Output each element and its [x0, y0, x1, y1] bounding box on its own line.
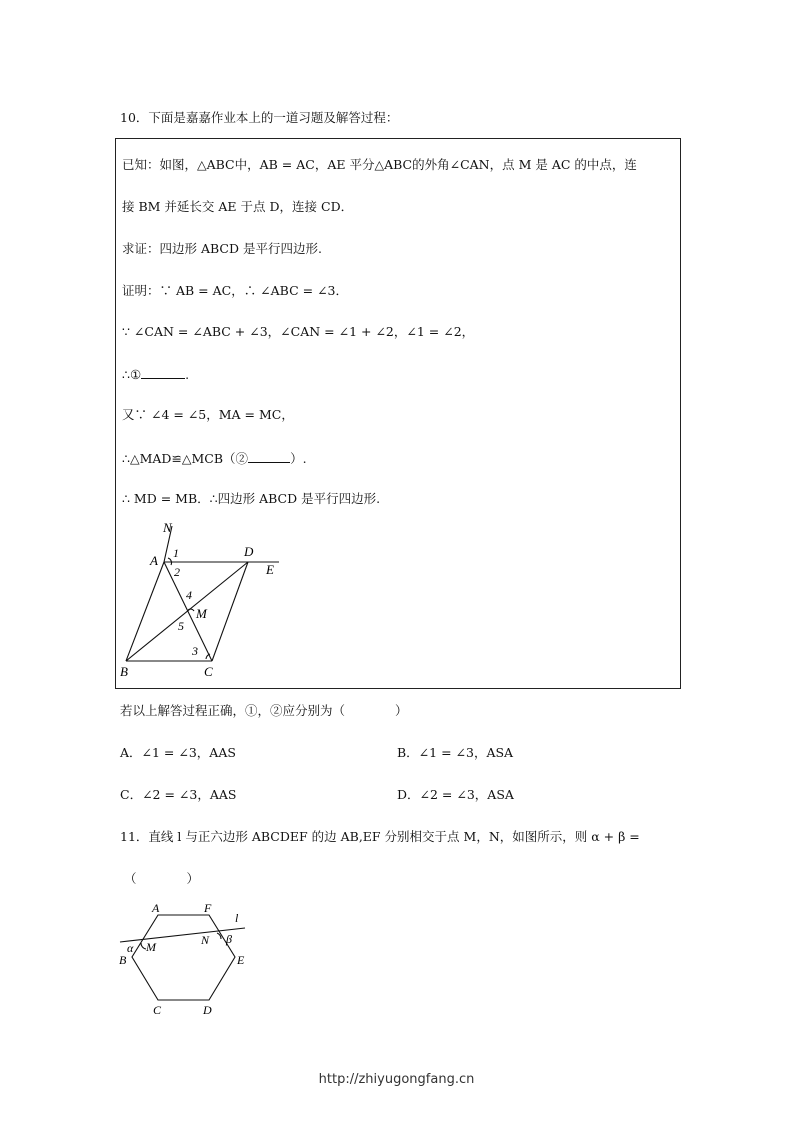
- label-4: 4: [186, 588, 192, 602]
- q11-answer-paren: （ ）: [124, 871, 200, 886]
- q10-proof-line5: [122, 450, 307, 467]
- label-M: M: [196, 606, 207, 621]
- hex-label-alpha: α: [127, 941, 134, 955]
- q10-prove: 求证：四边形 ABCD 是平行四边形.: [122, 241, 322, 256]
- label-2: 2: [174, 565, 180, 579]
- blank2-prefix: ∴△MAD≌△MCB（②: [122, 451, 249, 466]
- hex-label-beta: β: [226, 932, 232, 946]
- hex-label-l: l: [235, 911, 239, 925]
- label-3: 3: [192, 644, 198, 658]
- q10-proof-line2: ∵ ∠CAN = ∠ABC + ∠3，∠CAN = ∠1 + ∠2，∠1 = ∠2，: [122, 324, 475, 339]
- label-E: E: [266, 562, 274, 577]
- option-a[interactable]: A．∠1 = ∠3，AAS: [120, 745, 236, 760]
- hex-label-D: D: [203, 1003, 212, 1017]
- q10-proof-line3: [122, 366, 189, 383]
- footer-url: http://zhiyugongfang.cn: [318, 1072, 475, 1087]
- q10-parallelogram-figure: [116, 518, 296, 683]
- q11-title: 11．直线 l 与正六边形 ABCDEF 的边 AB,EF 分别相交于点 M，N，如图所示，则 α + β =: [120, 829, 640, 844]
- q10-given-line2: 接 BM 并延长交 AE 于点 D，连接 CD．: [122, 199, 354, 214]
- q10-proof-line6: ∴ MD = MB．∴四边形 ABCD 是平行四边形.: [122, 491, 381, 506]
- label-C: C: [204, 664, 213, 679]
- blank1-suffix: .: [185, 367, 190, 382]
- hex-label-M: M: [146, 940, 156, 954]
- label-D: D: [244, 544, 254, 559]
- option-b[interactable]: B．∠1 = ∠3，ASA: [397, 745, 514, 760]
- q10-given-line1: 已知：如图，△ABC中，AB = AC，AE 平分△ABC的外角∠CAN，点 M 是 AC 的中点，连: [122, 157, 637, 172]
- hex-label-E: E: [237, 953, 245, 967]
- option-c[interactable]: C．∠2 = ∠3，AAS: [120, 787, 237, 802]
- label-B: B: [120, 664, 128, 679]
- q10-question: 若以上解答过程正确，①，②应分别为（ ）: [120, 703, 408, 718]
- label-1: 1: [173, 546, 179, 560]
- q10-proof-line4: 又∵ ∠4 = ∠5，MA = MC，: [122, 407, 294, 422]
- hex-label-N: N: [201, 933, 210, 947]
- q10-title: 10．下面是嘉嘉作业本上的一道习题及解答过程：: [120, 110, 399, 125]
- answer-blank-2[interactable]: [248, 450, 290, 463]
- hex-label-C: C: [153, 1003, 162, 1017]
- option-d[interactable]: D．∠2 = ∠3，ASA: [397, 787, 514, 802]
- blank2-suffix: ）.: [290, 451, 307, 466]
- hex-label-A: A: [152, 901, 160, 915]
- hex-label-F: F: [204, 901, 212, 915]
- label-N: N: [163, 520, 172, 535]
- q11-hexagon-figure: [115, 900, 255, 1020]
- hex-label-B: B: [119, 953, 127, 967]
- answer-blank-1[interactable]: [141, 366, 185, 379]
- label-5: 5: [178, 619, 184, 633]
- q10-proof-line1: 证明：∵ AB = AC，∴ ∠ABC = ∠3．: [122, 283, 349, 298]
- blank1-prefix: ∴①: [122, 367, 142, 382]
- label-A: A: [150, 553, 158, 568]
